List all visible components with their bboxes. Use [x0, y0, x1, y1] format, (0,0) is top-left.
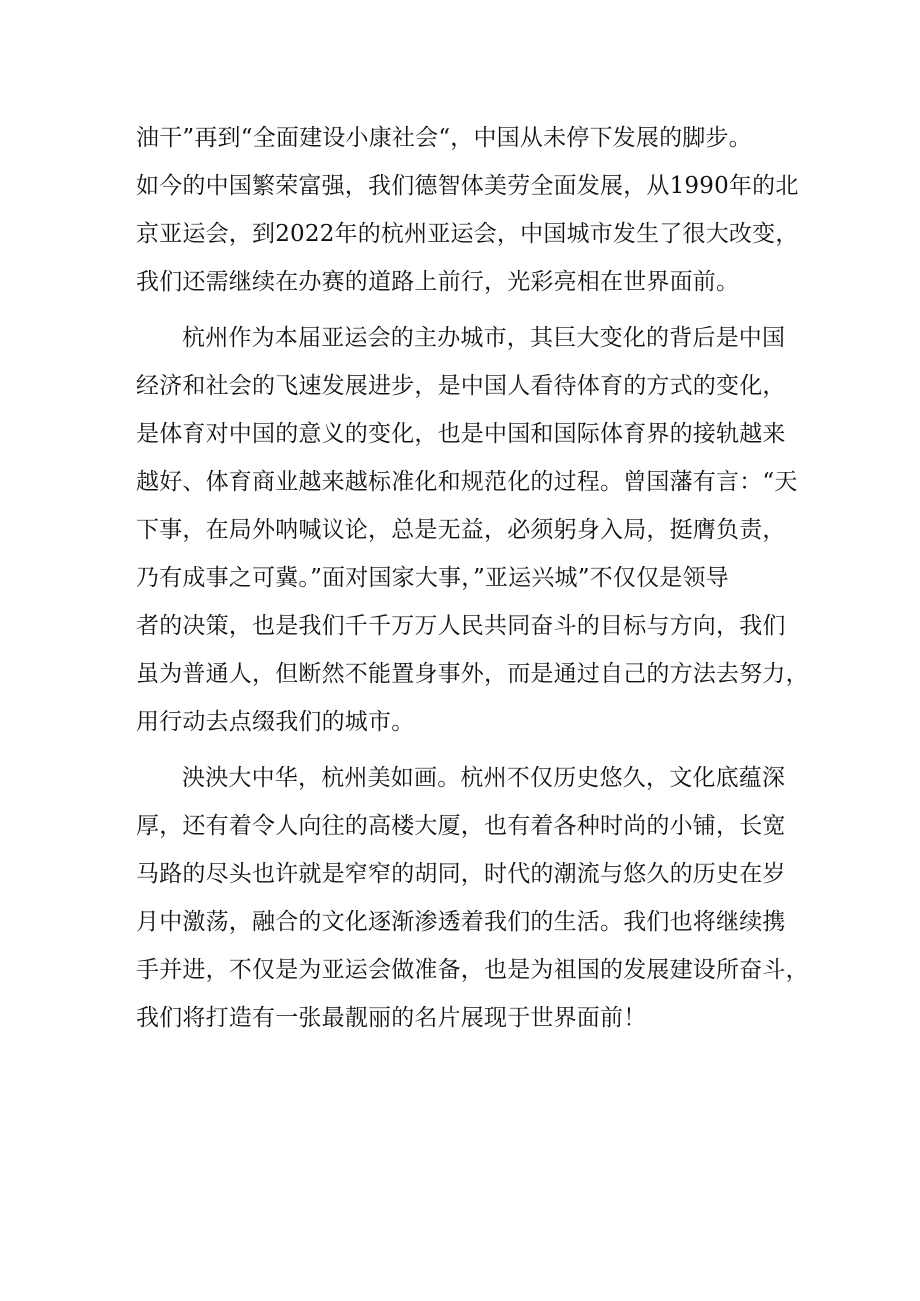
text-line: 马路的尽头也许就是窄窄的胡同，时代的潮流与悠久的历史在岁	[136, 861, 786, 887]
text-line: 我们将打造有一张最靓丽的名片展现于世界面前！	[136, 1005, 647, 1031]
text-line: 是体育对中国的意义的变化，也是中国和国际体育界的接轨越来	[136, 421, 786, 447]
text-line: 越好、体育商业越来越标准化和规范化的过程。曾国藩有言：“天	[136, 469, 798, 495]
text-line: 用行动去点缀我们的城市。	[136, 709, 415, 735]
paragraph-spacer	[136, 746, 796, 754]
body-text	[136, 114, 809, 1042]
text-line: 厚，还有着令人向往的高楼大厦，也有着各种时尚的小铺，长宽	[136, 813, 786, 839]
text-line: 泱泱大中华，杭州美如画。杭州不仅历史悠久，文化底蕴深	[182, 765, 786, 791]
text-line: 虽为普通人，但断然不能置身事外，而是通过自己的方法去努力，	[136, 661, 809, 687]
text-line: 杭州作为本届亚运会的主办城市，其巨大变化的背后是中国	[182, 325, 786, 351]
paragraph-2	[136, 314, 809, 746]
text-line: 经济和社会的飞速发展进步，是中国人看待体育的方式的变化，	[136, 373, 786, 399]
text-line: 下事，在局外呐喊议论，总是无益，必须躬身入局，挺膺负责，	[136, 517, 786, 543]
text-line: 乃有成事之可冀。”面对国家大事，”亚运兴城”不仅仅是领导	[136, 565, 729, 591]
text-line: 如今的中国繁荣富强，我们德智体美劳全面发展，从1990年的北	[136, 173, 799, 199]
text-line: 我们还需继续在办赛的道路上前行，光彩亮相在世界面前。	[136, 269, 740, 295]
paragraph-1	[136, 114, 799, 306]
paragraph-3	[136, 754, 809, 1042]
text-line: 手并进，不仅是为亚运会做准备，也是为祖国的发展建设所奋斗，	[136, 957, 809, 983]
paragraph-spacer	[136, 306, 796, 314]
text-line: 油干”再到“全面建设小康社会“，中国从未停下发展的脚步。	[136, 125, 752, 151]
text-line: 京亚运会，到2022年的杭州亚运会，中国城市发生了很大改变，	[136, 221, 799, 247]
text-line: 月中激荡，融合的文化逐渐渗透着我们的生活。我们也将继续携	[136, 909, 786, 935]
text-line: 者的决策，也是我们千千万万人民共同奋斗的目标与方向，我们	[136, 613, 786, 639]
